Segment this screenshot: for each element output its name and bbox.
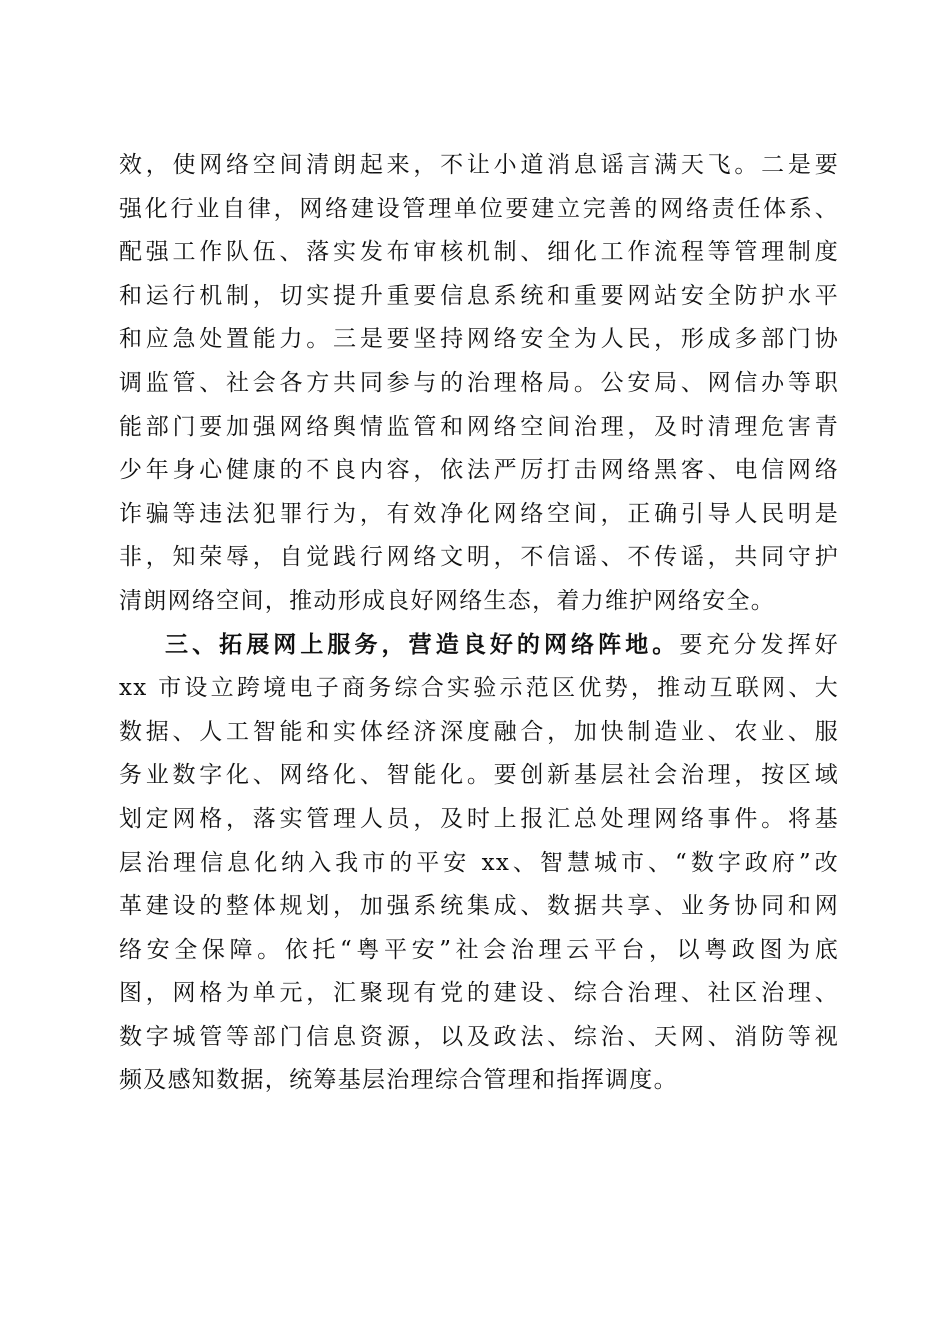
text-line: 能部门要加强网络舆情监管和网络空间治理，及时清理危害青	[119, 413, 839, 440]
text-line: 清朗网络空间，推动形成良好网络生态，着力维护网络安全。	[119, 587, 776, 614]
text-line: 图，网格为单元，汇聚现有党的建设、综合治理、社区治理、	[119, 980, 839, 1007]
paragraph-online-services	[119, 624, 839, 1104]
text-line: 革建设的整体规划，加强系统集成、数据共享、业务协同和网	[119, 893, 839, 920]
document-body	[119, 144, 839, 1103]
text-line: 效，使网络空间清朗起来，不让小道消息谣言满天飞。二是要	[119, 152, 839, 178]
section-heading: 三、拓展网上服务，营造良好的网络阵地。	[165, 631, 680, 658]
text-line: 层治理信息化纳入我市的平安 xx、智慧城市、“数字政府”改	[119, 849, 839, 876]
text-line: 频及感知数据，统筹基层治理综合管理和指挥调度。	[119, 1067, 678, 1094]
text-line: 务业数字化、网络化、智能化。要创新基层社会治理，按区域	[119, 762, 839, 789]
text-line: 非，知荣辱，自觉践行网络文明，不信谣、不传谣，共同守护	[119, 544, 839, 571]
text-line: 强化行业自律，网络建设管理单位要建立完善的网络责任体系、	[119, 195, 839, 222]
text-line: 和运行机制，切实提升重要信息系统和重要网站安全防护水平	[119, 282, 839, 309]
text-line: 络安全保障。依托“粤平安”社会治理云平台，以粤政图为底	[119, 936, 839, 963]
paragraph-network-security	[119, 144, 839, 624]
text-line: 划定网格，落实管理人员，及时上报汇总处理网络事件。将基	[119, 805, 839, 832]
heading-continuation: 要充分发挥好	[679, 631, 839, 658]
text-line: 和应急处置能力。三是要坚持网络安全为人民，形成多部门协	[119, 326, 839, 353]
text-line: 少年身心健康的不良内容，依法严厉打击网络黑客、电信网络	[119, 457, 839, 484]
text-line: xx 市设立跨境电子商务综合实验示范区优势，推动互联网、大	[119, 675, 839, 702]
text-line: 配强工作队伍、落实发布审核机制、细化工作流程等管理制度	[119, 239, 839, 266]
text-line: 数据、人工智能和实体经济深度融合，加快制造业、农业、服	[119, 718, 839, 745]
text-line: 数字城管等部门信息资源，以及政法、综治、天网、消防等视	[119, 1023, 839, 1050]
text-line: 调监管、社会各方共同参与的治理格局。公安局、网信办等职	[119, 369, 839, 396]
text-line-first	[119, 624, 839, 668]
text-line: 诈骗等违法犯罪行为，有效净化网络空间，正确引导人民明是	[119, 500, 839, 527]
